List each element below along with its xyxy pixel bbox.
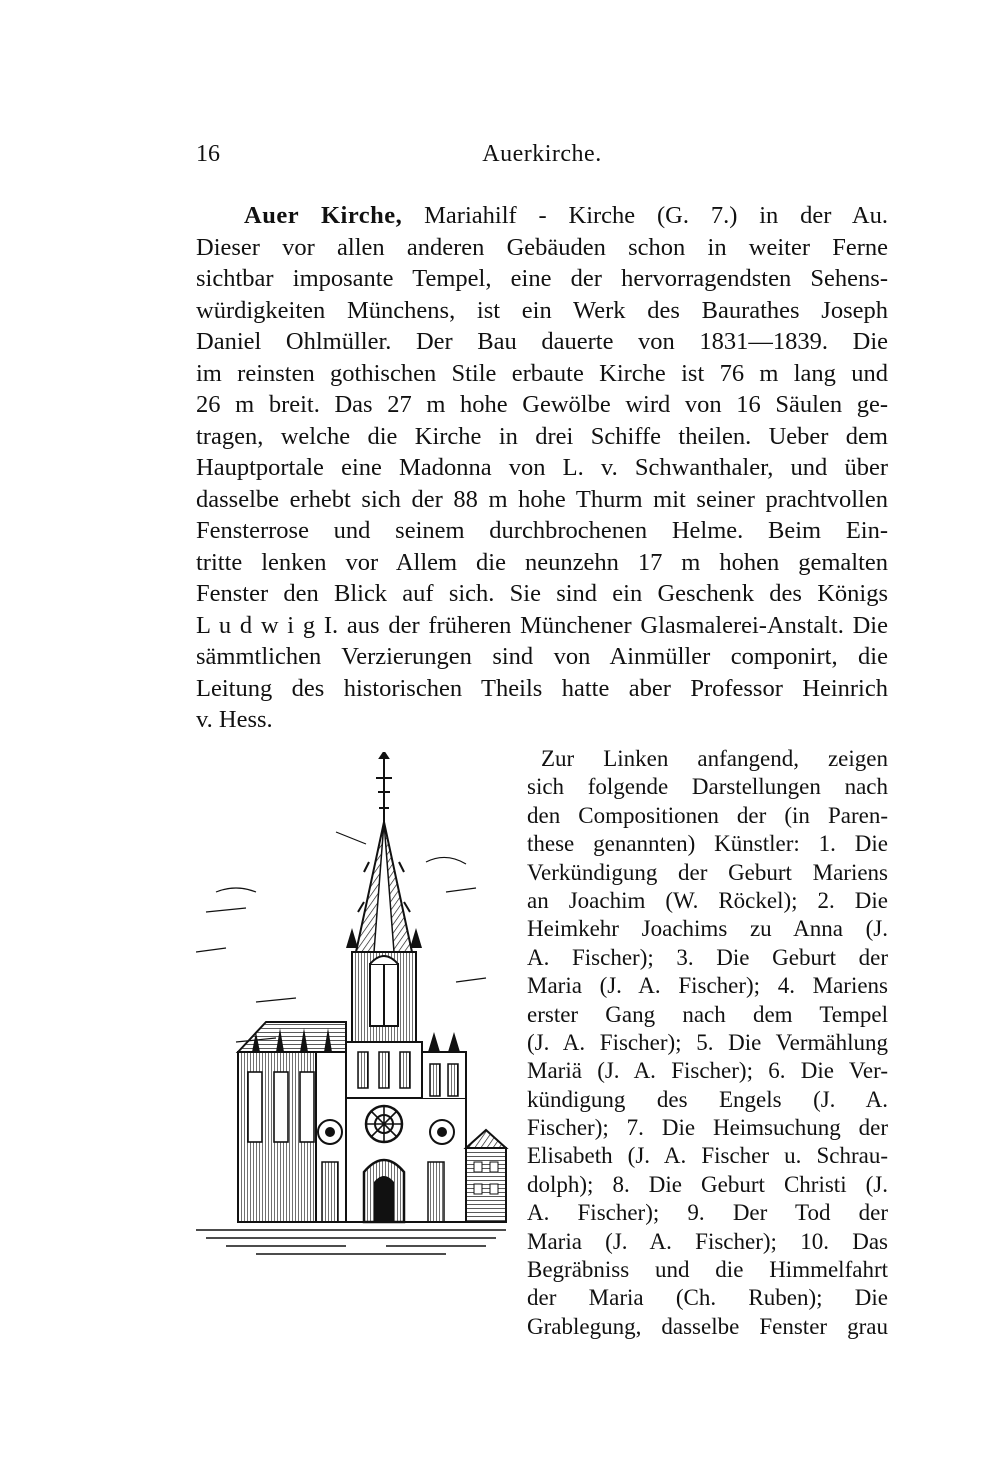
column-line: A. Fischer); 3. Die Geburt der xyxy=(527,944,888,970)
paragraph-line: sämmtlichen Verzierungen sind von Ainmüller componirt, die xyxy=(196,643,888,670)
column-line: Mariä (J. A. Fischer); 6. Die Ver- xyxy=(527,1058,888,1084)
main-paragraph xyxy=(196,200,888,736)
paragraph-line: tragen, welche die Kirche in drei Schiffe theilen. Ueber dem xyxy=(196,422,888,450)
paragraph-line: v. Hess. xyxy=(196,706,273,733)
paragraph-line: sichtbar imposante Tempel, eine der hervorragendsten Sehens- xyxy=(196,265,888,292)
side-column-text xyxy=(527,745,888,1341)
paragraph-line: tritte lenken vor Allem die neunzehn 17 m hohen gemalten xyxy=(196,548,888,576)
column-line: kündigung des Engels (J. A. xyxy=(527,1086,888,1112)
paragraph-line: dasselbe erhebt sich der 88 m hohe Thurm mit seiner prachtvollen xyxy=(196,485,888,513)
paragraph-line: Auer Kirche, Mariahilf - Kirche (G. 7.) in der Au. xyxy=(244,202,888,229)
paragraph-line: Leitung des historischen Theils hatte aber Professor Heinrich xyxy=(196,674,888,702)
column-line: Fischer); 7. Die Heimsuchung der xyxy=(527,1115,888,1141)
paragraph-line: Daniel Ohlmüller. Der Bau dauerte von 1831—1839. Die xyxy=(196,328,888,355)
column-line: erster Gang nach dem Tempel xyxy=(527,1001,888,1027)
column-line: Heimkehr Joachims zu Anna (J. xyxy=(527,916,888,942)
page-number: 16 xyxy=(196,141,220,167)
column-line: (J. A. Fischer); 5. Die Vermählung xyxy=(527,1029,888,1055)
paragraph-line: würdigkeiten Münchens, ist ein Werk des Baurathes Joseph xyxy=(196,296,888,324)
column-line: an Joachim (W. Röckel); 2. Die xyxy=(527,887,888,913)
column-line: these genannten) Künstler: 1. Die xyxy=(527,831,888,857)
paragraph-line: im reinsten gothischen Stile erbaute Kirche ist 76 m lang und xyxy=(196,359,888,387)
column-line: Zur Linken anfangend, zeigen xyxy=(541,746,888,771)
paragraph-line: 26 m breit. Das 27 m hohe Gewölbe wird von 16 Säulen ge- xyxy=(196,391,888,418)
paragraph-line: Fenster den Blick auf sich. Sie sind ein Geschenk des Königs xyxy=(196,580,888,607)
column-line: dolph); 8. Die Geburt Christi (J. xyxy=(527,1171,888,1197)
entry-title: Auer Kirche, xyxy=(244,202,403,229)
header-title: Auerkirche. xyxy=(482,141,602,167)
paragraph-line: Fensterrose und seinem durchbrochenen Helme. Beim Ein- xyxy=(196,517,888,544)
column-line: A. Fischer); 9. Der Tod der xyxy=(527,1200,888,1226)
column-line: Maria (J. A. Fischer); 4. Mariens xyxy=(527,973,888,999)
column-line: sich folgende Darstellungen nach xyxy=(527,774,888,800)
column-line: Verkündigung der Geburt Mariens xyxy=(527,859,888,885)
column-line: Grablegung, dasselbe Fenster grau xyxy=(527,1313,888,1339)
paragraph-line: Dieser vor allen anderen Gebäuden schon in weiter Ferne xyxy=(196,233,888,261)
paragraph-line: L u d w i g I. aus der früheren Münchener Glasmalerei-Anstalt. Die xyxy=(196,611,888,639)
column-line: der Maria (Ch. Ruben); Die xyxy=(527,1285,888,1311)
paragraph-line: Hauptportale eine Madonna von L. v. Schwanthaler, und über xyxy=(196,454,888,481)
column-line: Elisabeth (J. A. Fischer u. Schrau- xyxy=(527,1143,888,1169)
column-line: den Compositionen der (in Paren- xyxy=(527,802,888,828)
column-line: Maria (J. A. Fischer); 10. Das xyxy=(527,1228,888,1254)
column-line: Begräbniss und die Himmelfahrt xyxy=(527,1257,888,1283)
running-head xyxy=(196,141,888,181)
church-engraving-icon xyxy=(196,752,518,1272)
